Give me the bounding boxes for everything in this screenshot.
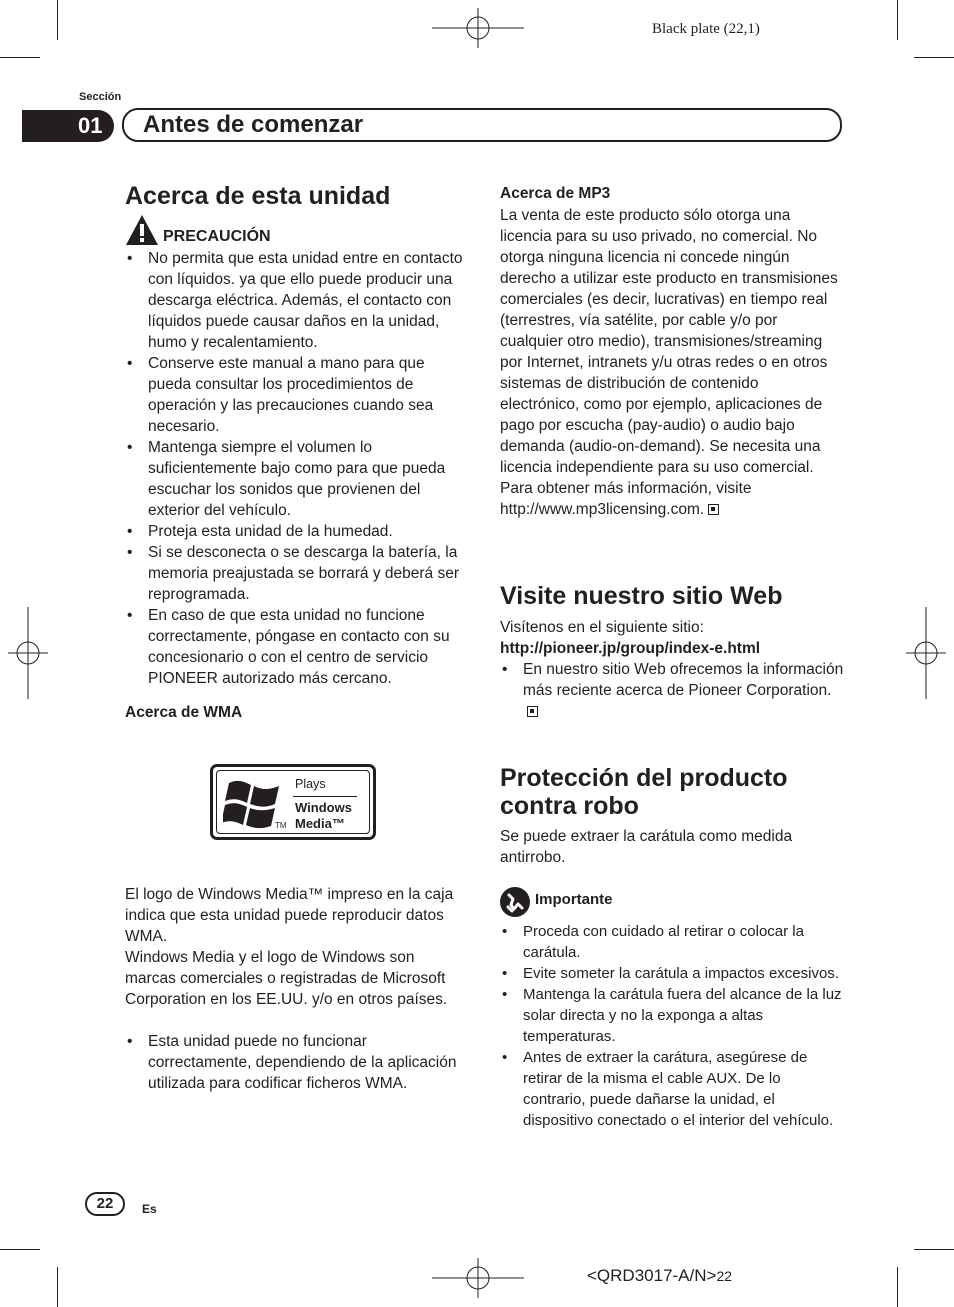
web-item-text: En nuestro sitio Web ofrecemos la información más reciente acerca de Pioneer Corporation. xyxy=(523,661,844,699)
registration-mark-bottom xyxy=(432,1258,524,1298)
list-item: • Conserve este manual a mano para que pueda consultar los procedimientos de operación y las precauciones cuando sea necesario. xyxy=(125,353,470,437)
caution-list xyxy=(125,248,470,689)
list-item: • Si se desconecta o se descarga la batería, la memoria preajustada se borrará y deberá ser reprogramada. xyxy=(125,542,470,605)
language-label: Es xyxy=(142,1202,157,1216)
page-number-badge: 22 xyxy=(85,1192,125,1216)
heading-sitio-web: Visite nuestro sitio Web xyxy=(500,582,783,610)
list-item: • Antes de extraer la carátura, asegúrese de retirar de la misma el cable AUX. De lo contrario, puede dañarse la unidad, el dispositivo conectado o el interior del vehículo. xyxy=(500,1047,845,1131)
important-label: Importante xyxy=(535,891,613,908)
list-item: • Evite someter la carátula a impactos excesivos. xyxy=(500,963,845,984)
heading-acerca-unidad: Acerca de esta unidad xyxy=(125,182,391,210)
crop-mark-top-right-v xyxy=(897,0,898,40)
end-mark-icon xyxy=(527,706,538,717)
caution-label: PRECAUCIÓN xyxy=(163,228,271,245)
list-item xyxy=(500,659,845,722)
logo-media-text: Media™ xyxy=(295,816,345,831)
theft-paragraph: Se puede extraer la carátula como medida antirrobo. xyxy=(500,828,793,866)
document-code xyxy=(587,1266,732,1286)
wma-paragraph: El logo de Windows Media™ impreso en la caja indica que esta unidad puede reproducir datos WMA. Windows Media y el logo de Windows son marcas comerciales o registradas de Microsoft Corporation en los EE.UU. y/o en otros países. xyxy=(125,886,454,1008)
crop-mark-bottom-left-v xyxy=(57,1267,58,1307)
web-intro: Visítenos en el siguiente sitio: xyxy=(500,619,704,636)
list-item: • Mantenga siempre el volumen lo suficientemente bajo como para que pueda escuchar los sonidos que provienen del exterior del vehículo. xyxy=(125,437,470,521)
document-code-text: <QRD3017-A/N> xyxy=(587,1266,717,1285)
list-item: • Mantenga la carátula fuera del alcance de la luz solar directa y no la exponga a altas temperaturas. xyxy=(500,984,845,1047)
crop-mark-bottom-left-h xyxy=(0,1249,40,1250)
web-list xyxy=(500,659,845,722)
crop-mark-top-right-h xyxy=(914,57,954,58)
web-url-link[interactable]: http://pioneer.jp/group/index-e.html xyxy=(500,640,761,657)
crop-mark-top-left-h xyxy=(0,57,40,58)
registration-mark-left xyxy=(8,607,48,699)
crop-mark-bottom-right-h xyxy=(914,1249,954,1250)
mp3-paragraph xyxy=(500,205,842,520)
list-item: • Proceda con cuidado al retirar o colocar la carátula. xyxy=(500,921,845,963)
list-item: • En caso de que esta unidad no funcione correctamente, póngase en contacto con su concesionario o con el centro de servicio PIONEER autorizado más cercano. xyxy=(125,605,470,689)
list-item: • Proteja esta unidad de la humedad. xyxy=(125,521,470,542)
end-mark-icon xyxy=(708,504,719,515)
list-item: • No permita que esta unidad entre en contacto con líquidos. ya que ello puede producir una descarga eléctrica. Además, el contacto con líquidos puede causar daños en la unidad, humo y recalentamiento. xyxy=(125,248,470,353)
list-item: • Esta unidad puede no funcionar correctamente, dependiendo de la aplicación utilizada para codificar ficheros WMA. xyxy=(125,1031,465,1094)
warning-triangle-icon xyxy=(125,214,159,246)
heading-acerca-mp3: Acerca de MP3 xyxy=(500,185,611,202)
registration-mark-top xyxy=(432,8,524,48)
logo-plays-text: Plays xyxy=(295,777,326,791)
heading-proteccion-line1: Protección del producto xyxy=(500,764,788,792)
important-hand-icon xyxy=(500,887,530,917)
section-label: Sección xyxy=(79,91,122,103)
logo-windows-text: Windows xyxy=(295,800,352,815)
section-number-badge: 01 xyxy=(22,110,114,142)
heading-acerca-wma: Acerca de WMA xyxy=(125,704,243,721)
logo-tm-text: TM xyxy=(275,821,287,830)
mp3-text: La venta de este producto sólo otorga una licencia para su uso privado, no comercial. No otorga ninguna licencia ni concede ningún derecho a utilizar este producto en transmisiones comerciales (es decir, lucrativas) en tiempo real (terrestres, vía satélite, por cable y/o por cualquier otro medio), transmisiones/streaming por Internet, intranets y/u otras redes o en otros sistemas de distribución de contenido electrónico, como por ejemplo, aplicaciones de pago por escucha (pay-audio) o audio bajo demanda (audio-on-demand). Se necesita una licencia independiente para su uso comercial. Para obtener más información, visite xyxy=(500,207,838,497)
registration-mark-right xyxy=(906,607,946,699)
crop-mark-top-left-v xyxy=(57,0,58,40)
mp3-link[interactable]: http://www.mp3licensing.com. xyxy=(500,501,705,518)
windows-media-logo xyxy=(210,764,376,840)
heading-proteccion-line2: contra robo xyxy=(500,792,639,820)
wma-list xyxy=(125,1031,465,1094)
logo-divider xyxy=(293,796,357,797)
section-title: Antes de comenzar xyxy=(143,111,364,138)
theft-list xyxy=(500,921,845,1131)
crop-mark-bottom-right-v xyxy=(897,1267,898,1307)
plate-label: Black plate (22,1) xyxy=(652,21,760,37)
document-code-page: 22 xyxy=(716,1268,733,1284)
